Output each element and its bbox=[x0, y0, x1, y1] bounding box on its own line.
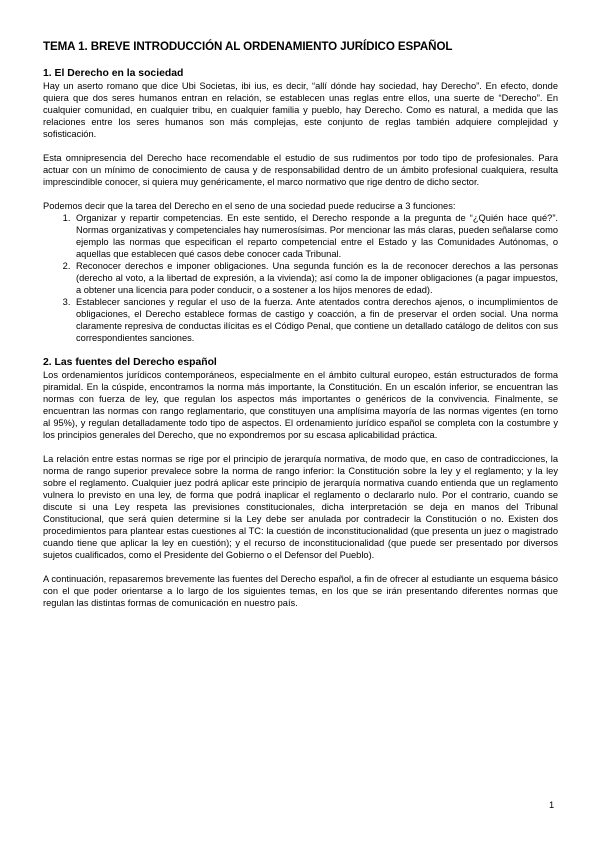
paragraph: A continuación, repasaremos brevemente las fuentes del Derecho español, a fin de ofrecer al estudiante un esquema básico con el que poder orientarse a lo largo de los siguientes temas, en los que se irán presentando diferentes normas que regulan las distintas formas de comunicación en nuestro país. bbox=[43, 574, 558, 608]
functions-list bbox=[43, 212, 558, 344]
paragraph: Hay un aserto romano que dice Ubi Societas, ibi ius, es decir, “allí dónde hay sociedad, hay Derecho”. En efecto, donde quiera que dos seres humanos entran en relación, se establecen unas reglas entre ellos, una suerte de “Derecho”. En cualquier comunidad, en cualquier tribu, en cualquier familia y pueblo, hay Derecho. Como es natural, a medida que las relaciones entre los seres humanos son más complejas, este conjunto de reglas también adquiere complejidad y sofisticación. bbox=[43, 81, 558, 139]
list-item: 3. Establecer sanciones y regular el uso de la fuerza. Ante atentados contra derechos ajenos, o incumplimientos de obligaciones, el Derecho establece formas de castigo y coacción, a fin de preservar el orden social. Una norma claramente represiva de conductas ilícitas es el Código Penal, que contiene un detallado catálogo de delitos con sus correspondientes sanciones. bbox=[73, 296, 558, 344]
paragraph: Los ordenamientos jurídicos contemporáneos, especialmente en el ámbito cultural europeo, están estructurados de forma piramidal. En la cúspide, encontramos la norma más importante, la Constitución. En un escalón inferior, se encuentran las normas con fuerza de ley, que regulan los aspectos más importantes o genéricos de la convivencia. Finalmente, se encuentran las normas con rango reglamentario, que constituyen una amplísima mayoría de las normas vigentes (en torno al 95%), y regulan detalladamente todo tipo de aspectos. El ordenamiento jurídico español se completa con la costumbre y los principios generales del Derecho, que no expondremos por su escasa aplicabilidad práctica. bbox=[43, 370, 558, 440]
page-number: 1 bbox=[549, 800, 555, 810]
list-item: 1. Organizar y repartir competencias. En este sentido, el Derecho responde a la pregunta de “¿Quién hace qué?”. Normas organizativas y competenciales hay numerosísimas. Por mencionar las más claras, pueden señalarse como ejemplo las normas que especifican el reparto competencial entre el Estado y las Comunidades Autónomas, o aquellas que establecen qué casos debe conocer cada Tribunal. bbox=[73, 212, 558, 260]
section-fuentes-del-derecho bbox=[43, 356, 558, 609]
paragraph: Esta omnipresencia del Derecho hace recomendable el estudio de sus rudimentos por todo tipo de profesionales. Para actuar con un mínimo de conocimiento de causa y de responsabilidad dentro de un ámbito profesional cualquiera, resulta imprescindible conocer, si quiera muy genéricamente, el marco normativo que rige dentro de dicho sector. bbox=[43, 153, 558, 187]
list-item: 2. Reconocer derechos e imponer obligaciones. Una segunda función es la de reconocer derechos a las personas (derecho al voto, a la libertad de expresión, a la vivienda); así como la de imponer obligaciones (a pagar impuestos, a obtener una licencia para poder conducir, o a sostener a los hijos menores de edad). bbox=[73, 260, 558, 296]
section-heading: 1. El Derecho en la sociedad bbox=[43, 68, 184, 79]
paragraph: La relación entre estas normas se rige por el principio de jerarquía normativa, de modo que, en caso de contradicciones, la norma de rango superior prevalece sobre la norma de rango inferior: la Constitución sobre la ley y el reglamento; y la ley sobre el reglamento. Cualquier juez podrá aplicar este principio de jerarquía normativa cuando entienda que un reglamento vulnera lo previsto en una ley, de forma que podrá inaplicar el reglamento o declararlo nulo. Por el contrario, cuando se discute si una Ley respeta las previsiones constitucionales, dicha interpretación se deja en manos del Tribunal Constitucional, que será quien determine si la Ley debe ser anulada por contradecir la Constitución o no. Existen dos procedimientos para plantear estas cuestiones al TC: la cuestión de inconstitucionalidad (que presenta un juez o magistrado cuando tiene que aplicar la ley en cuestión); y el recurso de inconstitucionalidad (que puede ser presentado por diversos sujetos cualificados, como el Presidente del Gobierno o el Defensor del Pueblo). bbox=[43, 454, 558, 560]
paragraph: Podemos decir que la tarea del Derecho en el seno de una sociedad puede reducirse a 3 funciones: bbox=[43, 201, 456, 211]
document-title: TEMA 1. BREVE INTRODUCCIÓN AL ORDENAMIENTO JURÍDICO ESPAÑOL bbox=[43, 40, 453, 53]
section-derecho-en-la-sociedad bbox=[43, 67, 558, 344]
document-page bbox=[43, 40, 558, 621]
section-heading: 2. Las fuentes del Derecho español bbox=[43, 357, 217, 368]
